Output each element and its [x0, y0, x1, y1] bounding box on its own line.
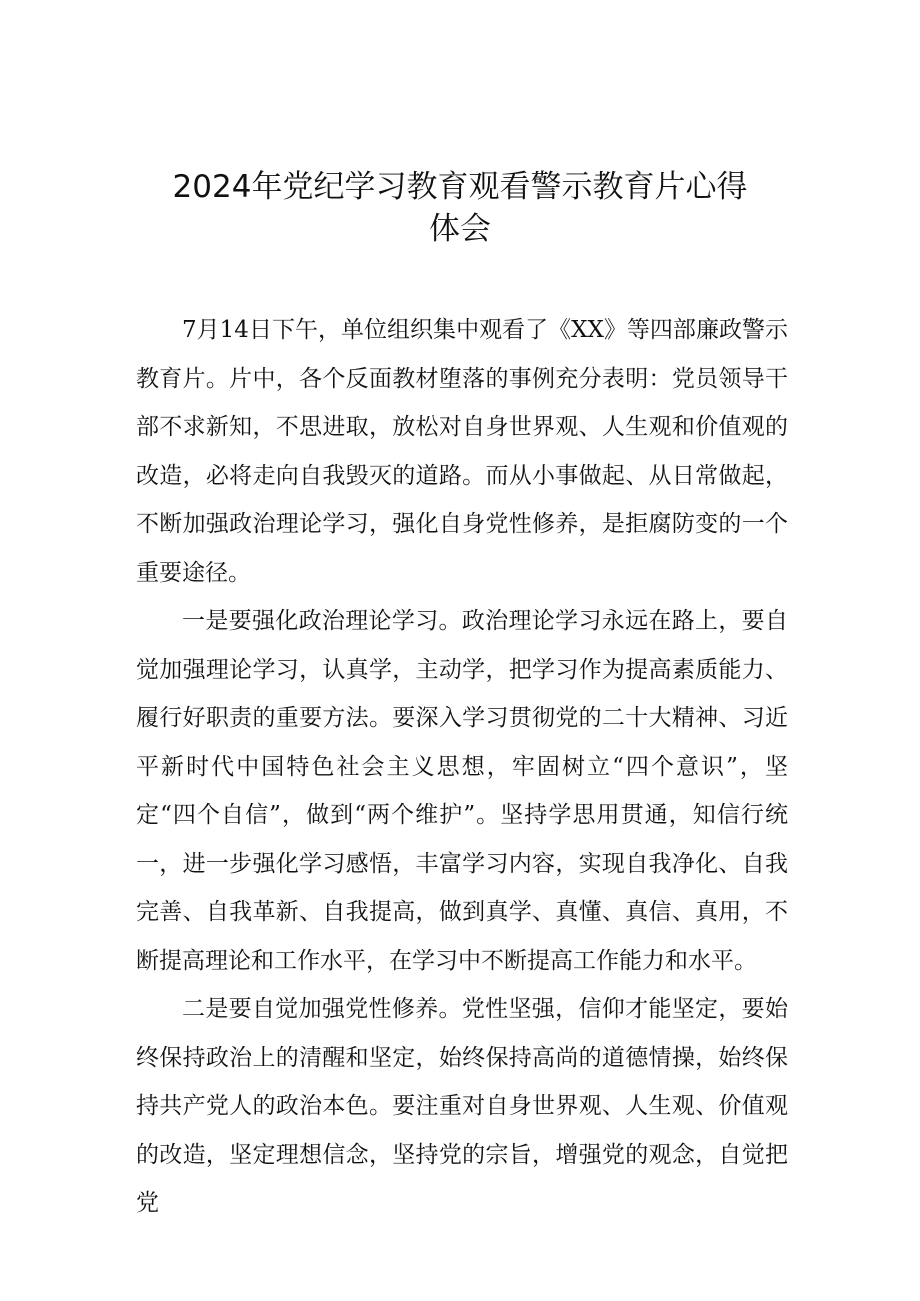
paragraph-party-spirit: 二是要自觉加强党性修养。党性坚强，信仰才能坚定，要始终保持政治上的清醒和坚定，始终保持高尚的道德情操，始终保持共产党人的政治本色。要注重对自身世界观、人生观、价值观的改造，坚定理想信念，坚持党的宗旨，增强党的观念，自觉把党: [136, 996, 788, 1216]
title-line-1: 2024年党纪学习教育观看警示教育片心得: [172, 169, 748, 205]
paragraph-intro: 7月14日下午，单位组织集中观看了《XX》等四部廉政警示教育片。片中，各个反面教材堕落的事例充分表明：党员领导干部不求新知，不思进取，放松对自身世界观、人生观和价值观的改造，必将走向自我毁灭的道路。而从小事做起、从日常做起，不断加强政治理论学习，强化自身党性修养，是拒腐防变的一个重要途径。: [136, 317, 788, 586]
title-line-2: 体会: [429, 211, 491, 247]
document-title: [120, 166, 800, 250]
paragraph-theory-study: 一是要强化政治理论学习。政治理论学习永远在路上，要自觉加强理论学习，认真学，主动学，把学习作为提高素质能力、履行好职责的重要方法。要深入学习贯彻党的二十大精神、习近平新时代中国特色社会主义思想，牢固树立“四个意识”，坚定“四个自信”，做到“两个维护”。坚持学思用贯通，知信行统一，进一步强化学习感悟，丰富学习内容，实现自我净化、自我完善、自我革新、自我提高，做到真学、真懂、真信、真用，不断提高理论和工作水平，在学习中不断提高工作能力和水平。: [136, 608, 788, 974]
document-body: [136, 306, 788, 1228]
